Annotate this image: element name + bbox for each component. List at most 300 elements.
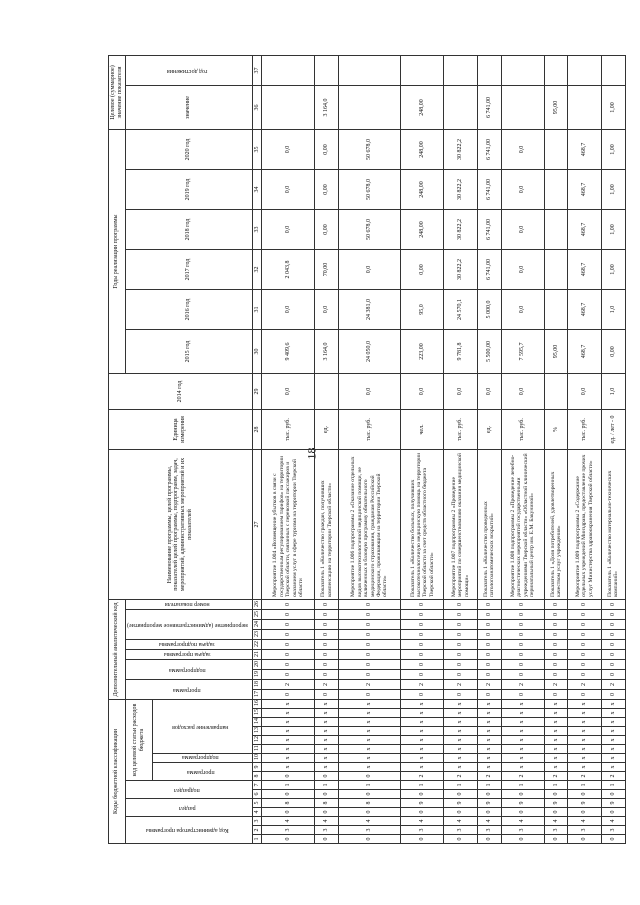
code-cell: x xyxy=(477,763,501,772)
row-year-value: 24 050,0 xyxy=(338,330,400,374)
header-codes-group: Коды бюджетной классификации xyxy=(109,700,126,844)
column-number: 9 xyxy=(252,763,262,772)
header-program: программа xyxy=(152,763,252,781)
code-cell: 0 xyxy=(262,640,315,650)
code-cell: 3 xyxy=(568,826,601,835)
code-cell: 0 xyxy=(262,620,315,630)
row-year-value: 248,00 xyxy=(401,129,444,169)
code-cell: 0 xyxy=(544,690,568,700)
code-cell: x xyxy=(444,709,477,718)
code-cell: 0 xyxy=(568,660,601,670)
header-direction: направление расходов xyxy=(152,700,252,754)
header-value: значение xyxy=(125,85,252,129)
code-cell: 0 xyxy=(338,620,400,630)
code-cell: 0 xyxy=(601,808,625,817)
code-cell: 0 xyxy=(315,650,339,660)
code-cell: 0 xyxy=(315,630,339,640)
column-number: 34 xyxy=(252,170,262,210)
code-cell: 0 xyxy=(315,620,339,630)
code-cell: x xyxy=(315,718,339,727)
row-target-year xyxy=(601,55,625,85)
code-cell: 0 xyxy=(338,650,400,660)
code-cell: x xyxy=(444,754,477,763)
row-unit: % xyxy=(544,410,568,450)
row-unit: чел. xyxy=(401,410,444,450)
code-cell: 0 xyxy=(477,660,501,670)
code-cell: 0 xyxy=(544,630,568,640)
column-number: 13 xyxy=(252,727,262,736)
code-cell: x xyxy=(315,763,339,772)
header-a-indicator: номер показателя xyxy=(125,600,252,610)
column-number: 14 xyxy=(252,718,262,727)
table-row xyxy=(444,55,477,843)
row-target-year xyxy=(315,55,339,85)
row-year-value: 6 741,00 xyxy=(477,129,501,169)
code-cell: 0 xyxy=(601,600,625,610)
column-number: 21 xyxy=(252,650,262,660)
code-cell: 0 xyxy=(544,660,568,670)
row-year-value: 9 409,6 xyxy=(262,330,315,374)
code-cell: x xyxy=(501,700,544,709)
row-year-value: 6 741,00 xyxy=(477,170,501,210)
code-cell: 0 xyxy=(501,690,544,700)
code-cell: 0 xyxy=(262,690,315,700)
code-cell: x xyxy=(601,736,625,745)
table-row xyxy=(338,55,400,843)
row-year-value: 50 678,0 xyxy=(338,170,400,210)
code-cell: x xyxy=(315,745,339,754)
code-cell: x xyxy=(501,754,544,763)
code-cell: 2 xyxy=(315,680,339,690)
row-year-value: 0,00 xyxy=(315,170,339,210)
code-cell: 0 xyxy=(262,670,315,680)
code-cell: 9 xyxy=(401,799,444,808)
code-cell: 9 xyxy=(444,799,477,808)
code-cell: 4 xyxy=(544,817,568,826)
row-target-value: 6 741,00 xyxy=(477,85,501,129)
row-year-value: 50 678,0 xyxy=(338,210,400,250)
code-cell: 2 xyxy=(601,680,625,690)
column-number: 20 xyxy=(252,660,262,670)
code-cell: 8 xyxy=(262,799,315,808)
row-year-value: 0,0 xyxy=(501,129,544,169)
header-year-2020: 2020 год xyxy=(125,129,252,169)
code-cell: 2 xyxy=(477,680,501,690)
code-cell: x xyxy=(544,754,568,763)
code-cell: 9 xyxy=(568,799,601,808)
code-cell: 0 xyxy=(477,808,501,817)
code-cell: 1 xyxy=(501,781,544,790)
code-cell: 0 xyxy=(338,630,400,640)
code-cell: 0 xyxy=(401,650,444,660)
row-year-value: 0,0 xyxy=(262,129,315,169)
code-cell: 0 xyxy=(444,650,477,660)
row-2014 xyxy=(315,374,339,410)
row-year-value: 3 164,0 xyxy=(315,330,339,374)
row-name: Мероприятие 1.004 «Возмещение убытков в связи с государственным регулированием тарифов» на территории Тверской области, связанных с перевозкой пассажиров и оказанием услуг в сфере туризма на территории Тверской области xyxy=(262,450,315,600)
row-year-value: 95,00 xyxy=(544,330,568,374)
row-year-value: 30 822,2 xyxy=(444,250,477,290)
row-target-year xyxy=(444,55,477,85)
code-cell: x xyxy=(262,754,315,763)
column-number: 35 xyxy=(252,129,262,169)
row-target-value: 95,00 xyxy=(544,85,568,129)
row-year-value: 70,00 xyxy=(315,250,339,290)
row-year-value: 0,0 xyxy=(315,290,339,330)
code-cell: x xyxy=(401,727,444,736)
code-cell: 0 xyxy=(315,835,339,844)
code-cell: x xyxy=(444,763,477,772)
column-number: 10 xyxy=(252,754,262,763)
code-cell: x xyxy=(568,718,601,727)
code-cell: x xyxy=(401,736,444,745)
code-cell: 0 xyxy=(601,835,625,844)
code-cell: 0 xyxy=(501,835,544,844)
code-cell: 0 xyxy=(401,660,444,670)
code-cell: x xyxy=(444,745,477,754)
row-year-value: 468,7 xyxy=(568,129,601,169)
column-number: 11 xyxy=(252,745,262,754)
row-year-value xyxy=(544,129,568,169)
code-cell: 8 xyxy=(338,799,400,808)
code-cell: 0 xyxy=(338,790,400,799)
row-target-value: 3 164,0 xyxy=(315,85,339,129)
code-cell: 0 xyxy=(315,600,339,610)
column-number: 32 xyxy=(252,250,262,290)
table-sheet xyxy=(108,65,620,844)
header-name-col: Наименование программы, целей программы, показателей целей программы, подпрограмм, задач, мероприятий, административных мероприятий и их показателей xyxy=(109,450,253,600)
code-cell: 0 xyxy=(501,600,544,610)
code-cell: 0 xyxy=(544,670,568,680)
code-cell: 2 xyxy=(568,772,601,781)
code-cell: 0 xyxy=(262,610,315,620)
code-cell: 1 xyxy=(315,781,339,790)
header-addl-group: Дополнительный аналитический код xyxy=(109,600,126,700)
code-cell: 2 xyxy=(477,772,501,781)
header-year-2016: 2016 год xyxy=(125,290,252,330)
code-cell: 0 xyxy=(315,610,339,620)
code-cell: 0 xyxy=(444,670,477,680)
code-cell: 0 xyxy=(477,650,501,660)
code-cell: 0 xyxy=(444,835,477,844)
code-cell: 0 xyxy=(544,650,568,660)
row-target-year xyxy=(568,55,601,85)
code-cell: x xyxy=(568,700,601,709)
code-cell: 0 xyxy=(262,835,315,844)
column-number: 22 xyxy=(252,640,262,650)
row-name: Показатель 1 «Количество проведенных патологоанатомических вскрытий» xyxy=(477,450,501,600)
header-a-task-s: задача подпрограммы xyxy=(125,640,252,650)
code-cell: x xyxy=(315,736,339,745)
row-unit: ед. xyxy=(477,410,501,450)
column-numbers-row xyxy=(252,55,262,843)
code-cell: x xyxy=(401,754,444,763)
code-cell: x xyxy=(315,727,339,736)
header-year-2017: 2017 год xyxy=(125,250,252,290)
code-cell: 0 xyxy=(401,600,444,610)
code-cell: 3 xyxy=(501,826,544,835)
code-cell: 0 xyxy=(401,670,444,680)
rotated-table-wrapper xyxy=(108,65,620,844)
row-2014 xyxy=(544,374,568,410)
code-cell: 0 xyxy=(477,835,501,844)
code-cell: 0 xyxy=(444,808,477,817)
table-row xyxy=(262,55,315,843)
code-cell: x xyxy=(401,763,444,772)
row-year-value: 248,00 xyxy=(401,210,444,250)
code-cell: 0 xyxy=(401,690,444,700)
code-cell: x xyxy=(477,709,501,718)
code-cell: 0 xyxy=(315,670,339,680)
code-cell: 1 xyxy=(262,781,315,790)
code-cell: x xyxy=(262,745,315,754)
code-cell: 1 xyxy=(338,781,400,790)
row-year-value: 24 570,1 xyxy=(444,290,477,330)
code-cell: x xyxy=(338,709,400,718)
code-cell: 0 xyxy=(477,600,501,610)
code-cell: 0 xyxy=(601,790,625,799)
row-unit: тыс. руб. xyxy=(262,410,315,450)
code-cell: 0 xyxy=(568,630,601,640)
table-row xyxy=(544,55,568,843)
code-cell: 0 xyxy=(315,790,339,799)
code-cell: x xyxy=(544,700,568,709)
code-cell: 0 xyxy=(315,640,339,650)
code-cell: 0 xyxy=(544,835,568,844)
code-cell: 0 xyxy=(601,670,625,680)
code-cell: x xyxy=(544,709,568,718)
row-2014: 0,0 xyxy=(568,374,601,410)
code-cell: 0 xyxy=(444,630,477,640)
row-target-value xyxy=(568,85,601,129)
code-cell: x xyxy=(501,718,544,727)
code-cell: x xyxy=(262,709,315,718)
code-cell: x xyxy=(601,763,625,772)
column-number: 37 xyxy=(252,55,262,85)
column-number: 29 xyxy=(252,374,262,410)
code-cell: 3 xyxy=(477,826,501,835)
code-cell: 0 xyxy=(568,610,601,620)
code-cell: 0 xyxy=(401,640,444,650)
code-cell: 0 xyxy=(477,690,501,700)
code-cell: 0 xyxy=(401,808,444,817)
code-cell: x xyxy=(568,763,601,772)
code-cell: 0 xyxy=(315,660,339,670)
row-target-year xyxy=(544,55,568,85)
header-year-last: год достижения xyxy=(125,55,252,85)
code-cell: 4 xyxy=(444,817,477,826)
code-cell: 0 xyxy=(401,620,444,630)
code-cell: 3 xyxy=(401,826,444,835)
column-number: 36 xyxy=(252,85,262,129)
row-2014: 0,0 xyxy=(338,374,400,410)
code-cell: 0 xyxy=(568,670,601,680)
code-cell: 0 xyxy=(338,660,400,670)
row-name: Показатель 1 «Количество материально-технических компаний» xyxy=(601,450,625,600)
code-cell: x xyxy=(477,754,501,763)
code-cell: x xyxy=(401,700,444,709)
code-cell: 0 xyxy=(544,600,568,610)
code-cell: 3 xyxy=(601,826,625,835)
code-cell: x xyxy=(501,763,544,772)
code-cell: x xyxy=(444,727,477,736)
code-cell: x xyxy=(262,727,315,736)
code-cell: x xyxy=(338,700,400,709)
code-cell: x xyxy=(338,736,400,745)
header-year-2015: 2015 год xyxy=(125,330,252,374)
code-cell: x xyxy=(315,700,339,709)
row-year-value: 223,00 xyxy=(401,330,444,374)
code-cell: x xyxy=(501,709,544,718)
code-cell: 2 xyxy=(444,772,477,781)
row-name: Показатель 1 «Доля потребителей, удовлетворенных качеством услуг учреждения» xyxy=(544,450,568,600)
code-cell: x xyxy=(568,727,601,736)
header-target-group: Целевое (суммарное) значение показателя xyxy=(109,55,126,129)
code-cell: x xyxy=(338,763,400,772)
code-cell: 4 xyxy=(477,817,501,826)
code-cell: x xyxy=(601,709,625,718)
column-number: 3 xyxy=(252,817,262,826)
row-target-year xyxy=(338,55,400,85)
column-number: 28 xyxy=(252,410,262,450)
code-cell: 0 xyxy=(601,660,625,670)
code-cell: 0 xyxy=(262,650,315,660)
column-number: 24 xyxy=(252,620,262,630)
code-cell: 0 xyxy=(544,790,568,799)
row-target-value xyxy=(262,85,315,129)
column-number: 8 xyxy=(252,772,262,781)
code-cell: x xyxy=(477,745,501,754)
code-cell: 0 xyxy=(444,690,477,700)
header-a-program: программа xyxy=(125,680,252,700)
row-name: Мероприятие 1.007 подпрограммы 2 «Проведение мероприятий по совершенствованию оказания медицинской помощи» xyxy=(444,450,477,600)
code-cell: 2 xyxy=(444,680,477,690)
header-years-group: Годы реализации программы xyxy=(109,129,126,373)
row-year-value: 248,00 xyxy=(401,170,444,210)
code-cell: 0 xyxy=(444,610,477,620)
code-cell: x xyxy=(262,763,315,772)
column-number: 17 xyxy=(252,690,262,700)
code-cell: x xyxy=(544,727,568,736)
code-cell: 2 xyxy=(544,680,568,690)
row-year-value: 2 043,8 xyxy=(262,250,315,290)
code-cell: 4 xyxy=(262,817,315,826)
code-cell: 0 xyxy=(444,640,477,650)
code-cell: 1 xyxy=(477,781,501,790)
code-cell: 0 xyxy=(544,640,568,650)
column-number: 23 xyxy=(252,630,262,640)
header-a-subprogram: подпрограмма xyxy=(125,660,252,680)
row-year-value: 468,7 xyxy=(568,330,601,374)
row-year-value xyxy=(544,290,568,330)
header-subprogram: подпрограмма xyxy=(152,754,252,763)
code-cell: 0 xyxy=(315,690,339,700)
code-cell: 0 xyxy=(338,690,400,700)
code-cell: 0 xyxy=(444,620,477,630)
code-cell: x xyxy=(501,736,544,745)
code-cell: 0 xyxy=(601,610,625,620)
code-cell: 2 xyxy=(568,680,601,690)
header-section: раздел xyxy=(125,799,252,817)
code-cell: 4 xyxy=(338,817,400,826)
code-cell: 0 xyxy=(262,630,315,640)
code-cell: 0 xyxy=(501,610,544,620)
code-cell: 0 xyxy=(601,640,625,650)
row-year-value: 30 822,2 xyxy=(444,170,477,210)
column-number: 27 xyxy=(252,450,262,600)
column-number: 7 xyxy=(252,781,262,790)
code-cell: 0 xyxy=(568,790,601,799)
row-2014: 0,0 xyxy=(501,374,544,410)
header-2014: 2014 год xyxy=(109,374,253,410)
code-cell: x xyxy=(544,718,568,727)
code-cell: 4 xyxy=(401,817,444,826)
code-cell: 3 xyxy=(315,826,339,835)
header-target-code: код целевой статьи расходов бюджета xyxy=(125,700,152,781)
code-cell: x xyxy=(601,700,625,709)
code-cell: 0 xyxy=(401,790,444,799)
table-row xyxy=(401,55,444,843)
row-target-year xyxy=(477,55,501,85)
row-year-value: 1,00 xyxy=(601,210,625,250)
row-year-value: 30 822,2 xyxy=(444,129,477,169)
code-cell: x xyxy=(568,745,601,754)
table-row xyxy=(501,55,544,843)
row-unit: тыс. руб. xyxy=(501,410,544,450)
row-2014: 0,0 xyxy=(477,374,501,410)
row-name: Мероприятие 1.006 подпрограммы 2 «Оказание отдельных видов высокотехнологичной медицинской помощи, не включенных в базовую программу обязательного медицинского страхования, гражданам Российской Федерации, проживающим на территории Тверской области» xyxy=(338,450,400,600)
column-number: 31 xyxy=(252,290,262,330)
code-cell: 0 xyxy=(477,630,501,640)
code-cell: x xyxy=(568,709,601,718)
code-cell: 0 xyxy=(315,808,339,817)
row-2014: 0,0 xyxy=(444,374,477,410)
code-cell: x xyxy=(315,754,339,763)
code-cell: 1 xyxy=(444,781,477,790)
row-year-value: 468,7 xyxy=(568,170,601,210)
row-target-year xyxy=(262,55,315,85)
code-cell: 1 xyxy=(544,781,568,790)
row-year-value: 0,0 xyxy=(262,290,315,330)
code-cell: 1 xyxy=(401,781,444,790)
row-year-value: 1,00 xyxy=(601,170,625,210)
code-cell: 0 xyxy=(501,808,544,817)
code-cell: 9 xyxy=(501,799,544,808)
code-cell: x xyxy=(338,727,400,736)
code-cell: x xyxy=(477,718,501,727)
code-cell: x xyxy=(477,700,501,709)
table-row xyxy=(315,55,339,843)
row-year-value: 24 381,0 xyxy=(338,290,400,330)
code-cell: 0 xyxy=(477,670,501,680)
row-year-value: 0,0 xyxy=(262,210,315,250)
code-cell: 0 xyxy=(338,670,400,680)
code-cell: x xyxy=(601,718,625,727)
code-cell: x xyxy=(568,754,601,763)
header-a-task-p: задача программы xyxy=(125,650,252,660)
code-cell: 0 xyxy=(477,790,501,799)
header-unit-col: Единица измерения xyxy=(109,410,253,450)
code-cell: 0 xyxy=(401,630,444,640)
column-number: 15 xyxy=(252,709,262,718)
code-cell: 0 xyxy=(501,660,544,670)
code-cell: x xyxy=(568,736,601,745)
code-cell: x xyxy=(477,736,501,745)
row-year-value: 0,0 xyxy=(501,290,544,330)
row-year-value: 0,00 xyxy=(315,210,339,250)
code-cell: x xyxy=(401,718,444,727)
code-cell: 0 xyxy=(262,808,315,817)
